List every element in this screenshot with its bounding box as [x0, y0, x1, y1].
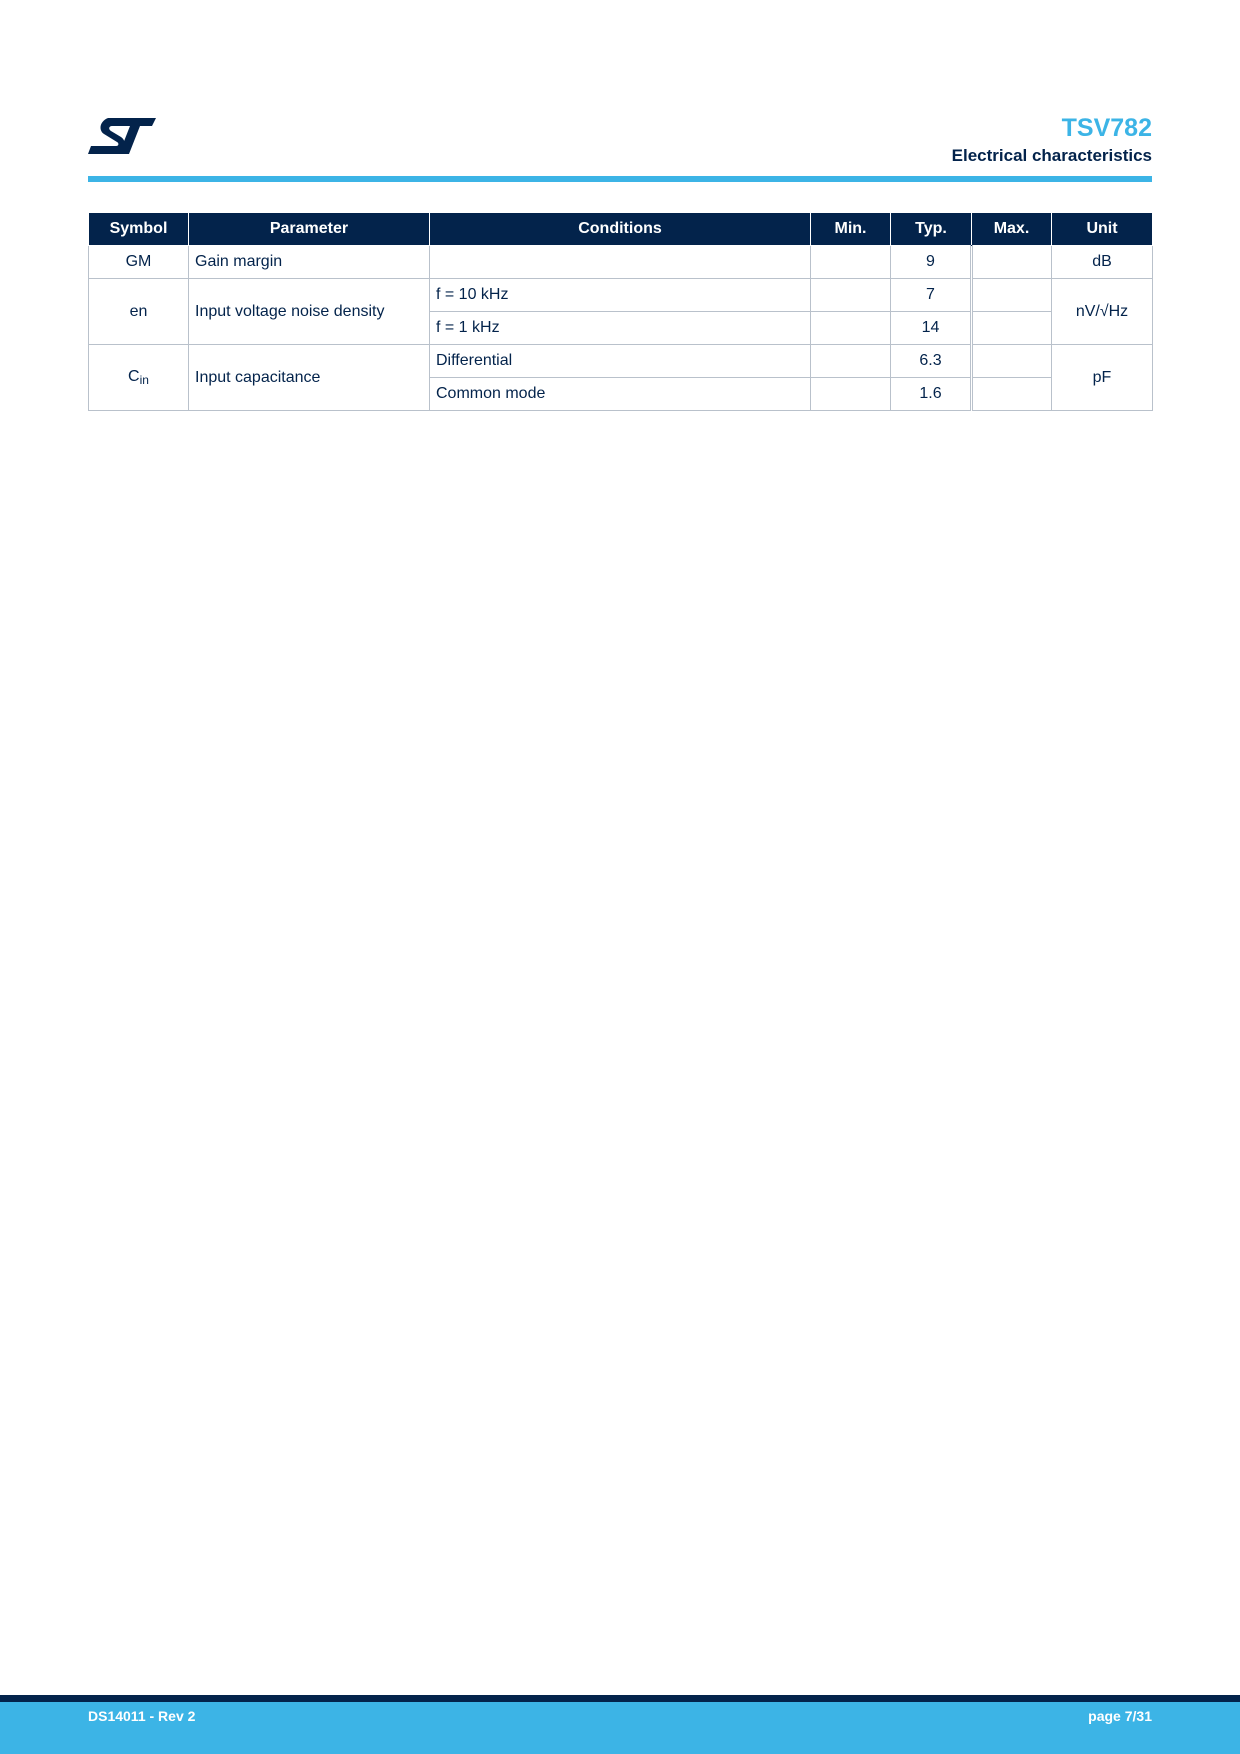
section-title: Electrical characteristics	[951, 146, 1152, 165]
column-header: Symbol	[89, 213, 189, 246]
symbol-cell	[89, 345, 189, 411]
column-header: Min.	[811, 213, 891, 246]
condition-cell: Common mode	[430, 378, 811, 411]
symbol-main: C	[128, 367, 140, 385]
column-header: Typ.	[891, 213, 972, 246]
condition-cell: f = 1 kHz	[430, 312, 811, 345]
unit-cell: dB	[1052, 246, 1153, 279]
min-cell	[811, 378, 891, 411]
typ-cell: 9	[891, 246, 972, 279]
electrical-characteristics-table	[88, 212, 1153, 411]
header-rule	[88, 176, 1152, 182]
condition-cell	[430, 246, 811, 279]
column-header: Conditions	[430, 213, 811, 246]
document-title: TSV782	[1061, 114, 1152, 142]
st-logo-icon	[88, 118, 156, 158]
parameter-cell: Gain margin	[189, 246, 430, 279]
condition-cell: f = 10 kHz	[430, 279, 811, 312]
unit-cell: nV/√Hz	[1052, 279, 1153, 345]
parameter-cell: Input capacitance	[189, 345, 430, 411]
symbol-subscript: in	[139, 372, 149, 387]
page-number: page 7/31	[1088, 1708, 1152, 1724]
typ-cell: 6.3	[891, 345, 972, 378]
max-cell	[972, 312, 1052, 345]
max-cell	[972, 378, 1052, 411]
parameter-cell: Input voltage noise density	[189, 279, 430, 345]
document-id: DS14011 - Rev 2	[88, 1708, 196, 1724]
table-header-row	[89, 213, 1153, 246]
table-row	[89, 345, 1153, 378]
unit-cell: pF	[1052, 345, 1153, 411]
typ-cell: 1.6	[891, 378, 972, 411]
min-cell	[811, 246, 891, 279]
min-cell	[811, 279, 891, 312]
typ-cell: 7	[891, 279, 972, 312]
min-cell	[811, 312, 891, 345]
footer-band	[0, 1695, 1240, 1754]
table-row	[89, 246, 1153, 279]
table-row	[89, 279, 1153, 312]
max-cell	[972, 246, 1052, 279]
condition-cell: Differential	[430, 345, 811, 378]
max-cell	[972, 279, 1052, 312]
footer-strip	[0, 1695, 1240, 1702]
min-cell	[811, 345, 891, 378]
column-header: Parameter	[189, 213, 430, 246]
symbol-cell: en	[89, 279, 189, 345]
column-header: Unit	[1052, 213, 1153, 246]
max-cell	[972, 345, 1052, 378]
column-header: Max.	[972, 213, 1052, 246]
symbol-cell: GM	[89, 246, 189, 279]
typ-cell: 14	[891, 312, 972, 345]
